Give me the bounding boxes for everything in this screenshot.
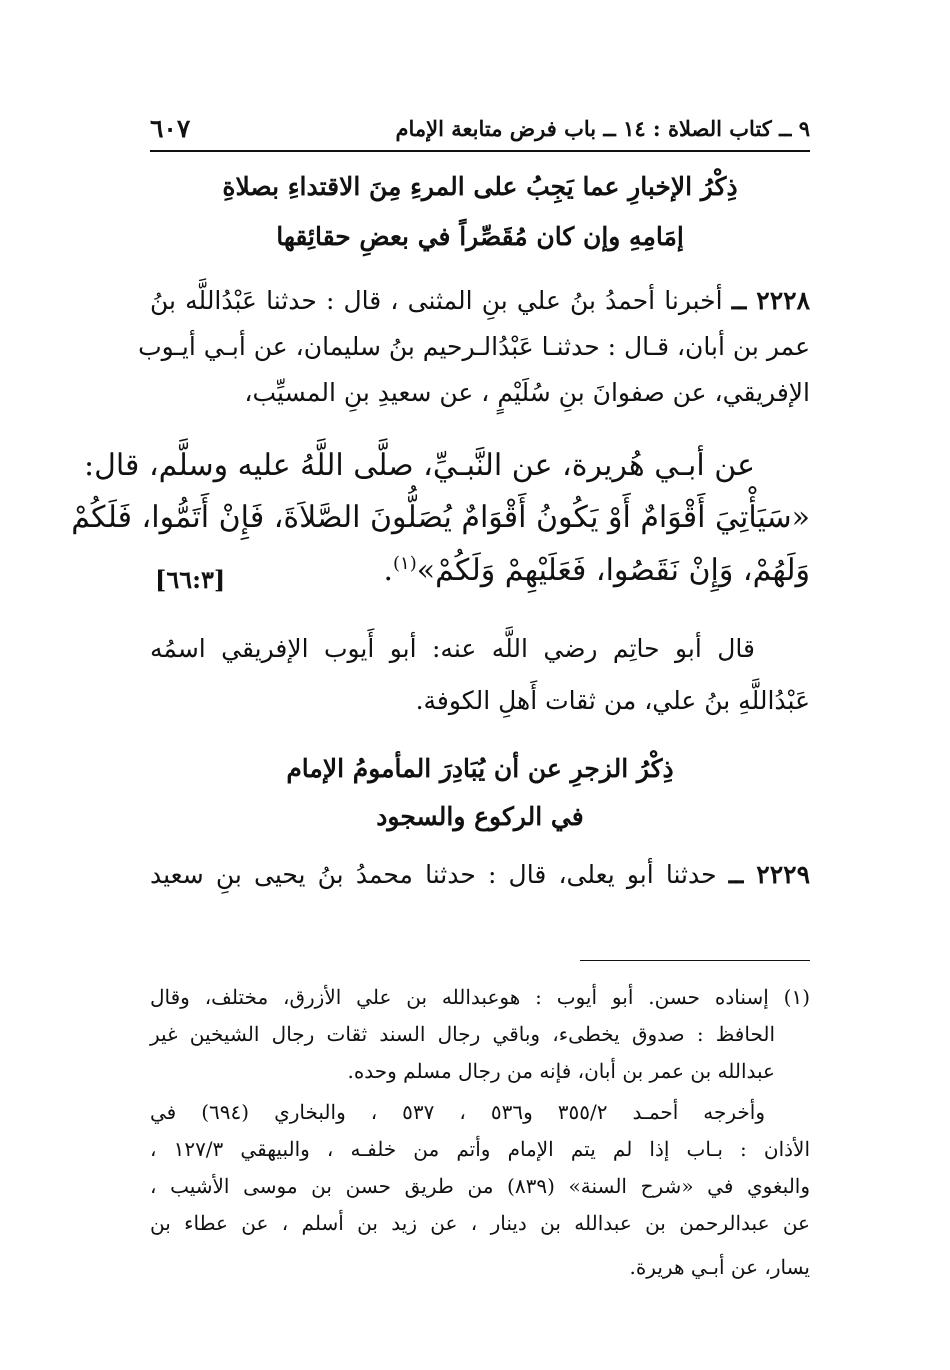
running-header <box>150 112 810 152</box>
chapter-title: ٩ ــ كتاب الصلاة : ١٤ ــ باب فرض متابعة الإمام <box>395 116 810 141</box>
hadith-2228-line-6 <box>150 553 810 588</box>
section-heading-line-2: إمَامِهِ وإن كان مُقَصِّراً في بعضِ حقائِقها <box>276 222 684 251</box>
footnote-divider <box>580 960 810 961</box>
hadith-2228-line-1 <box>150 286 810 315</box>
hadith-2229-line-1 <box>150 860 810 889</box>
header-divider <box>150 150 810 152</box>
hadith-text: أخبرنا أحمدُ بنُ علي بنِ المثنى ، قال : حدثنا عَبْدُاللَّه بنُ <box>150 286 732 315</box>
hadith-text: حدثنا أبو يعلى، قال : حدثنا محمدُ بنُ يحيى بنِ سعيد <box>150 860 729 889</box>
footnote-2-line-5: يسار، عن أبـي هريرة. <box>629 1255 810 1279</box>
footnote-2-line-3: والبغوي في «شرح السنة» (٨٣٩) من طريق حسن بن موسى الأشيب ، <box>150 1174 811 1198</box>
prophetic-quote-end: وَلَهُمْ، وَإِنْ نَقَصُوا، فَعَلَيْهِمْ وَلَكُمْ» <box>416 553 810 588</box>
hadith-number: ٢٢٢٨ ــ <box>731 286 810 315</box>
footnote-marker: (١) <box>392 553 417 574</box>
page-number: ٦٠٧ <box>150 114 191 143</box>
abu-hatim-line-1: قال أبو حاتِم رضي اللَّه عنه: أبو أَيوب الإفريقي اسمُه <box>150 634 755 663</box>
reference-tag: [٦٦:٣] <box>155 565 226 594</box>
footnote-1-line-2: الحافظ : صدوق يخطىء، وباقي رجال السند ثقات رجال الشيخين غير <box>150 1022 775 1046</box>
period: . <box>383 553 393 588</box>
hadith-2228-line-2: عمر بن أبان، قـال : حدثنـا عَبْدُالـرحيم بنُ سليمان، عن أبـي أيـوب <box>138 332 810 361</box>
hadith-number: ٢٢٢٩ ــ <box>728 860 810 889</box>
hadith-2228-line-3: الإفريقي، عن صفوانَ بنِ سُلَيْمٍ ، عن سعيدِ بنِ المسيِّب، <box>244 378 810 407</box>
abu-hatim-line-2: عَبْدُاللَّهِ بنُ علي، من ثقات أَهلِ الكوفة. <box>415 686 810 715</box>
hadith-2228-line-5: «سَيَأْتِيَ أَقْوَامٌ أَوْ يَكُونُ أَقْوَامٌ يُصَلُّونَ الصَّلاَةَ، فَإِنْ أَتَمُّوا، فَلَكُمْ <box>71 500 810 535</box>
footnote-2-line-1: وأخرجه أحمـد ٣٥٥/٢ و٥٣٦ ، ٥٣٧ ، والبخاري (٦٩٤) في <box>150 1100 765 1124</box>
section-2-heading-line-2: في الركوع والسجود <box>376 802 584 831</box>
footnote-2-line-4: عن عبدالرحمن بن عبدالله بن دينار ، عن زيد بن أسلم ، عن عطاء بن <box>150 1211 810 1235</box>
hadith-2228-line-4: عن أبـي هُريرة، عن النَّبـيِّ، صلَّى اللَّهُ عليه وسلَّم، قال: <box>84 448 755 483</box>
footnote-1-line-3: عبدالله بن عمر بن أبان، فإنه من رجال مسلم وحده. <box>347 1059 775 1083</box>
section-heading-line-1: ذِكْرُ الإخبارِ عما يَجِبُ على المرءِ مِنَ الاقتداءِ بصلاةِ <box>222 172 738 201</box>
footnote-1-line-1: (١) إسناده حسن. أبو أيوب : هوعبدالله بن علي الأزرق، مختلف، وقال <box>150 985 810 1009</box>
footnote-2-line-2: الأذان : بـاب إذا لم يتم الإمام وأتم من خلفـه ، والبيهقي ١٢٧/٣ ، <box>150 1137 810 1161</box>
section-2-heading-line-1: ذِكْرُ الزجرِ عن أن يُبَادِرَ المأمومُ الإمام <box>286 754 674 783</box>
